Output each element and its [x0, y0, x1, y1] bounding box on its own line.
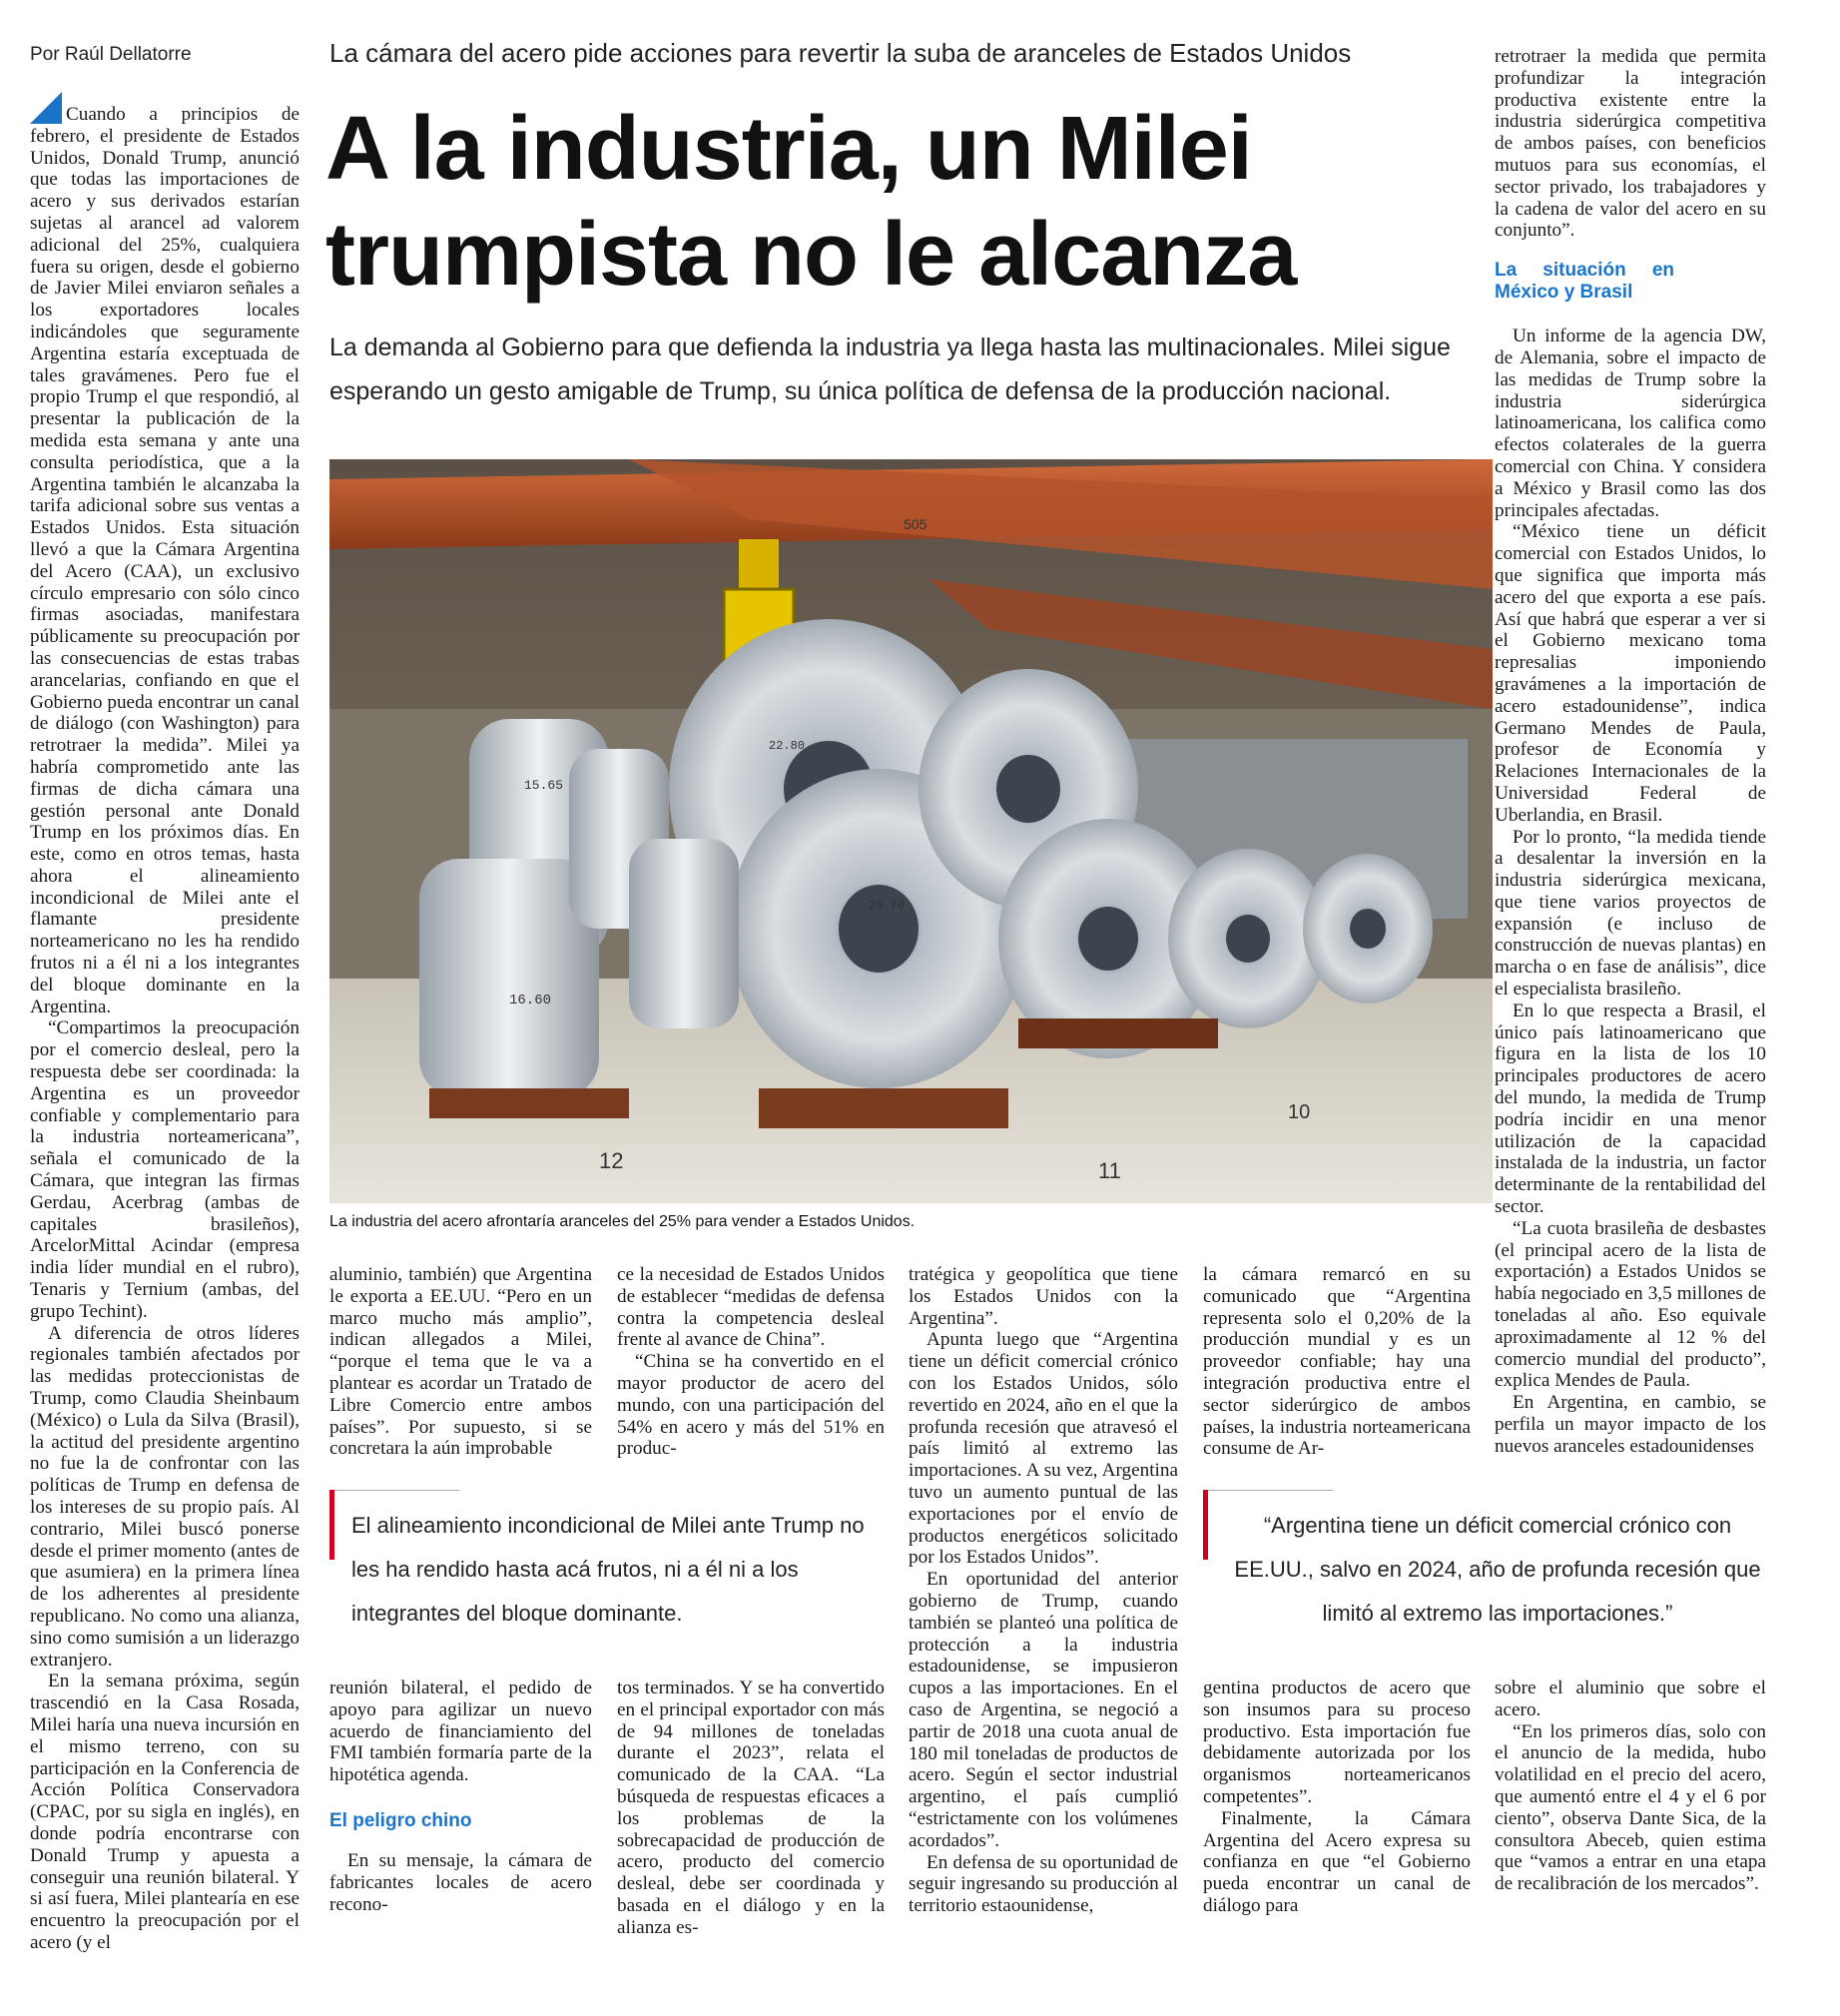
paragraph: “La cuota brasileña de desbastes (el principal acero de la lista de exportación) a Estados Unidos se había negociado en 3,5 millones de toneladas al año. Eso equivale aproximadamente al 12 % del comercio mundial del producto”, explica Mendes de Paula. [1495, 1217, 1766, 1392]
paragraph: “En los primeros días, solo con el anuncio de la medida, hubo volatilidad en el precio del acero, que aumentó entre el 4 y el 6 por ciento”, observa Dante Sica, de la consultora Abeceb, quien estima que “vamos a entrar en una etapa de recalibración de los mercados”. [1495, 1720, 1766, 1895]
headline [325, 96, 1524, 308]
paragraph-text: Cuando a principios de febrero, el presidente de Estados Unidos, Donald Trump, anunció que todas las importaciones de acero y sus derivados estarían sujetas al arancel ad valorem adicional del 25%, cualquiera fuera su origen, desde el gobierno de Javier Milei enviaron señales a los exportadores locales indicándoles que seguramente Argentina estaría exceptuada de tales gravámenes. Pero fue el propio Trump el que respondió, al presentar la publicación de la medida esta semana y ante una consulta periodística, que a la Argentina también le alcanzaba la tarifa adicional sobre sus ventas a Estados Unidos. Esta situación llevó a que la Cámara Argentina del Acero (CAA), un exclusivo círculo empresario con sólo cinco firmas asociadas, manifestara públicamente su preocupación por las consecuencias de estas trabas arancelarias, confiando en que el Gobierno pueda encontrar un canal de diálogo (con Washington) para retrotraer la medida”. Milei ya habría comprometido ante las firmas de dicha cámara una gestión personal ante Donald Trump en los próximos días. En este, como en otros temas, hasta ahora el alineamiento incondicional de Milei ante el flamante presidente norteamericano no les ha rendido frutos ni a él ni a los integrantes del bloque dominante en la Argentina. [30, 104, 300, 1017]
column-5-bottom [1203, 1678, 1471, 1917]
paragraph: reunión bilateral, el pedido de apoyo para agilizar un nuevo acuerdo de financiamiento del FMI también formaría parte de la hipotética agenda. [329, 1678, 592, 1786]
headline-line-1: A la industria, un Milei [325, 99, 1252, 199]
column-1 [30, 92, 300, 1954]
kicker: La cámara del acero pide acciones para revertir la suba de aranceles de Estados Unidos [329, 38, 1352, 68]
quote-divider [1203, 1490, 1333, 1491]
coil-label-2: 15.65 [524, 778, 564, 793]
column-2-top [329, 1264, 592, 1460]
column-6-bottom [1495, 1678, 1766, 1895]
quote-accent-bar [1203, 1490, 1208, 1560]
floor-number-11: 11 [1098, 1158, 1121, 1183]
column-4 [909, 1264, 1178, 1917]
photo-caption: La industria del acero afrontaría aranceles del 25% para vender a Estados Unidos. [329, 1213, 916, 1230]
paragraph: En Argentina, en cambio, se perfila un mayor impacto de los nuevos aranceles estadounidenses [1495, 1392, 1766, 1457]
pull-quote-2: “Argentina tiene un déficit comercial crónico con EE.UU., salvo en 2024, año de profunda recesión que limitó al extremo las importaciones.” [1234, 1513, 1761, 1626]
paragraph: “México tiene un déficit comercial con Estados Unidos, lo que significa que importa más acero del que exporta a ese país. Así que habrá que esperar a ver si el Gobierno mexicano toma represalias imponiendo gravámenes a la importación de acero estadounidense”, indica Germano Mendes de Paula, profesor de Economía y Relaciones Internacionales de la Universidad Federal de Uberlandia, en Brasil. [1495, 521, 1766, 826]
paragraph: tos terminados. Y se ha convertido en el principal exportador con más de 94 millones de toneladas durante el 2023”, relata el comunicado de la CAA. “La búsqueda de respuestas eficaces a los problemas de la sobrecapacidad de producción de acero, producto del comercio desleal, debe ser coordinada y basada en el diálogo y en la alianza es- [617, 1678, 885, 1938]
floor-number-10: 10 [1288, 1101, 1311, 1123]
paragraph: aluminio, también) que Argentina le exporta a EE.UU. “Pero en un marco mucho más amplio”, indican allegados a Milei, “porque el tema que le va a plantear es acordar un Tratado de Libre Comercio entre ambos países”. Por supuesto, si se concretara la aún improbable [329, 1264, 592, 1460]
subhead: La demanda al Gobierno para que defienda la industria ya llega hasta las multinacionales. Milei sigue esperando un gesto amigable de Trump, su única política de defensa de la producción nacional. [329, 334, 1451, 405]
coil-label-4: 22.80 [769, 739, 806, 753]
paragraph: A diferencia de otros líderes regionales también afectados por las medidas proteccionistas de Trump, como Claudia Sheinbaum (México) o Lula da Silva (Brasil), la actitud del presidente argentino no fue la de confrontar con las políticas de Trump en defensa de los intereses de su propio país. Al contrario, Milei buscó ponerse desde el primer momento (antes de que asumiera) en la primera línea de los adherentes al presidente republicano. No como una alianza, sino como sumisión a un liderazgo extranjero. [30, 1322, 300, 1671]
paragraph: retrotraer la medida que permita profundizar la integración productiva existente entre la industria siderúrgica competitiva de ambos países, con beneficios mutuos para sus economías, el sector privado, los trabajadores y la cadena de valor del acero en su conjunto”. [1495, 46, 1766, 242]
paragraph [30, 92, 300, 1017]
section-heading-china: El peligro chino [329, 1809, 472, 1831]
column-3-top [617, 1264, 885, 1460]
headline-line-2: trumpista no le alcanza [325, 205, 1297, 305]
paragraph: Un informe de la agencia DW, de Alemania, sobre el impacto de las medidas de Trump sobre la industria siderúrgica latinoamericana, los califica como efectos colaterales de la guerra comercial con China. Y considera a México y Brasil como las dos principales afectadas. [1495, 326, 1766, 521]
floor-number-12: 12 [599, 1148, 624, 1173]
pull-quote-1: El alineamiento incondicional de Milei ante Trump no les ha rendido hasta acá frutos, ni a él ni a los integrantes del bloque dominante. [351, 1513, 865, 1626]
paragraph: En lo que respecta a Brasil, el único país latinoamericano que figura en la lista de los 10 principales productores de acero del mundo, la medida de Trump podría incidir en una menor utilización de la capacidad instalada de la industria, un factor determinante de la rentabilidad del sector. [1495, 1000, 1766, 1218]
column-5-top [1203, 1264, 1471, 1460]
paragraph: “China se ha convertido en el mayor productor de acero del mundo, con una participación del 54% en acero y más del 51% en produc- [617, 1351, 885, 1460]
column-2-bottom [329, 1678, 592, 1915]
section-heading-mexico-brasil: La situación en México y Brasil [1495, 260, 1674, 304]
coil-label-1: 16.60 [509, 993, 552, 1008]
paragraph: Apunta luego que “Argentina tiene un déficit comercial crónico con los Estados Unidos, sólo revertido en 2024, año en el que la profunda recesión que atravesó el país limitó al extremo las importaciones. A su vez, Argentina tuvo un aumento puntual de las exportaciones por el envío de productos energéticos solicitado por los Estados Unidos”. [909, 1329, 1178, 1569]
quote-accent-bar [329, 1490, 334, 1560]
column-6 [1495, 46, 1766, 1458]
paragraph: En oportunidad del anterior gobierno de Trump, cuando también se planteó una política de protección a la industria estadounidense, se impusieron cupos a las importaciones. En el caso de Argentina, se negoció a partir de 2018 una cuota anual de 180 mil toneladas de productos de acero. Según el sector industrial argentino, el país cumplió “estrictamente con los volúmenes acordados”. [909, 1569, 1178, 1851]
paragraph: tratégica y geopolítica que tiene los Estados Unidos con la Argentina”. [909, 1264, 1178, 1329]
paragraph: sobre el aluminio que sobre el acero. [1495, 1678, 1766, 1720]
byline: Por Raúl Dellatorre [30, 44, 192, 65]
steel-coils-photo [329, 459, 1493, 1203]
paragraph: En defensa de su oportunidad de seguir ingresando su producción al territorio estaounidense, [909, 1851, 1178, 1917]
coil-label-3: 26.70 [869, 899, 906, 913]
column-3-bottom [617, 1678, 885, 1939]
paragraph: En su mensaje, la cámara de fabricantes locales de acero recono- [329, 1849, 592, 1915]
dropcap-triangle-icon [30, 92, 62, 124]
paragraph: ce la necesidad de Estados Unidos de establecer “medidas de defensa contra la competencia desleal frente al avance de China”. [617, 1264, 885, 1351]
paragraph: “Compartimos la preocupación por el comercio desleal, pero la respuesta debe ser coordinada: la Argentina es un proveedor confiable y complementario para la industria norteamericana”, señala el comunicado de la Cámara, que integran las firmas Gerdau, Acerbrag (ambas de capitales brasileños), ArcelorMittal Acindar (empresa india líder mundial en el rubro), Tenaris y Ternium (ambas, del grupo Techint). [30, 1017, 300, 1322]
paragraph: Finalmente, la Cámara Argentina del Acero expresa su confianza en que “el Gobierno pueda encontrar un canal de diálogo para [1203, 1807, 1471, 1916]
paragraph: En la semana próxima, según trascendió en la Casa Rosada, Milei haría una nueva incursión en el mismo terreno, con su participación en la Conferencia de Acción Política Conservadora (CPAC, por su sigla en inglés), en donde podría encontrarse con Donald Trump y apuesta a conseguir una reunión bilateral. Y si así fuera, Milei plantearía en ese encuentro la preocupación por el acero (y el [30, 1671, 300, 1953]
quote-divider [329, 1490, 459, 1491]
paragraph: Por lo pronto, “la medida tiende a desalentar la inversión en la industria siderúrgica mexicana, que tiene varios proyectos de expansión (e incluso de construcción de nuevas plantas) en marcha o en fase de análisis”, dice el especialista brasileño. [1495, 826, 1766, 1001]
paragraph: gentina productos de acero que son insumos para su proceso productivo. Esta importación fue debidamente autorizada por los organismos norteamericanos competentes”. [1203, 1678, 1471, 1807]
paragraph: la cámara remarcó en su comunicado que “Argentina representa solo el 0,20% de la producción mundial y es un proveedor confiable; hay una integración productiva entre el sector siderúrgico de ambos países, la industria norteamericana consume de Ar- [1203, 1264, 1471, 1460]
beam-number: 505 [904, 516, 927, 532]
